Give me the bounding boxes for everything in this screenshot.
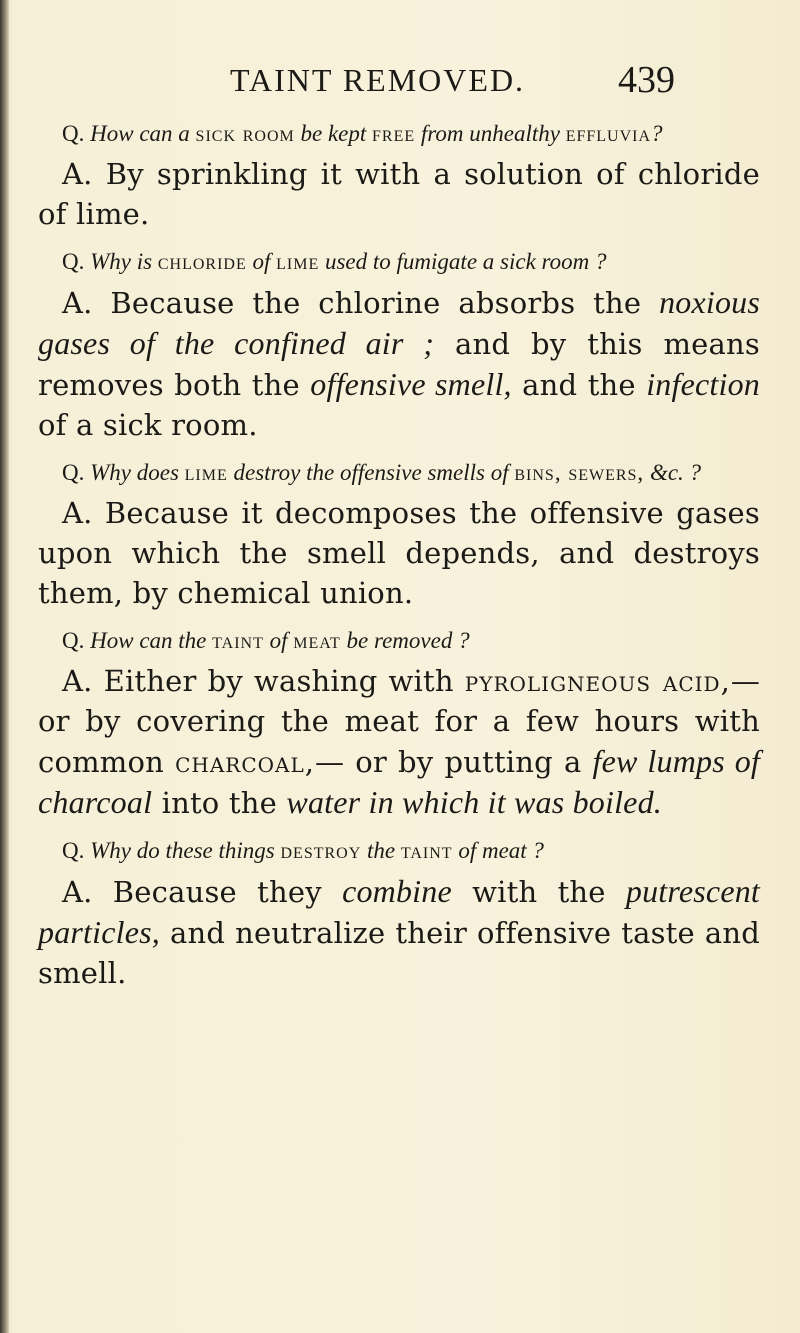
answer-text: and by this means removes both the	[38, 327, 760, 402]
answer-text: with the	[472, 875, 606, 909]
question-keyword: taint	[400, 838, 453, 863]
answer-emphasis: water in which it was boiled.	[286, 784, 662, 820]
question-keyword: lime	[276, 249, 320, 274]
answer-text: Because they	[112, 875, 322, 909]
question-text: Why does	[90, 460, 179, 485]
answer-text: By sprinkling it with a solution of chloride of lime.	[38, 157, 760, 231]
question-keyword: sick room	[195, 121, 295, 146]
question-label: Q.	[62, 460, 85, 485]
answer-label: A.	[62, 157, 93, 191]
answer-label: A.	[62, 286, 93, 320]
question-text: Why do these things	[90, 838, 275, 863]
answer-text: Because it decomposes the offensive gases upon which the smell depends, and destroys them, by chemical union.	[38, 496, 760, 610]
answer-label: A.	[62, 875, 93, 909]
question-text: ?	[651, 121, 663, 146]
question-text: destroy the offensive smells of	[233, 460, 509, 485]
question-keyword: free	[372, 121, 416, 146]
answer-text: into the	[161, 786, 277, 820]
answer-4	[38, 661, 760, 823]
question-keyword: meat	[293, 628, 341, 653]
question-text: Why is	[90, 249, 153, 274]
question-keyword: chloride	[157, 249, 247, 274]
question-label: Q.	[62, 121, 85, 146]
question-text: be removed ?	[346, 628, 470, 653]
question-text: used to fumigate a sick room ?	[324, 249, 607, 274]
answer-emphasis: combine	[342, 873, 452, 909]
answer-text: of a sick room.	[38, 408, 258, 442]
question-2	[38, 246, 760, 278]
answer-emphasis: offensive smell,	[310, 366, 512, 402]
answer-text: —or by covering the meat for a few hours with common	[38, 664, 761, 779]
answer-emphasis: putrescent particles,	[38, 873, 761, 950]
question-4	[38, 625, 760, 657]
question-label: Q.	[62, 628, 85, 653]
answer-2	[38, 282, 760, 445]
answer-text: and the	[522, 368, 636, 402]
answer-emphasis: infection	[646, 366, 760, 402]
answer-1	[38, 154, 760, 234]
answer-3	[38, 493, 760, 613]
question-text: of	[269, 628, 288, 653]
answer-emphasis: few lumps of charcoal	[38, 743, 760, 820]
running-title: TAINT REMOVED.	[230, 62, 526, 98]
question-keyword: lime	[184, 460, 228, 485]
page-body	[38, 118, 760, 1005]
question-keyword: taint	[212, 628, 264, 653]
answer-label: A.	[62, 664, 93, 698]
question-keyword: effluvia	[565, 121, 652, 146]
answer-text: and neutralize their offensive taste and smell.	[38, 916, 760, 990]
answer-text: Either by washing with	[103, 664, 454, 698]
answer-text: — or by putting a	[315, 745, 582, 779]
question-label: Q.	[62, 838, 85, 863]
page-edge-shadow	[0, 0, 9, 1333]
question-text: of meat ?	[458, 838, 544, 863]
question-text: be kept	[300, 121, 367, 146]
answer-label: A.	[62, 496, 93, 530]
question-1	[38, 118, 760, 150]
question-text: How can the	[90, 628, 207, 653]
question-text: the	[367, 838, 396, 863]
answer-text: Because the chlorine absorbs the	[110, 286, 642, 320]
question-3	[38, 457, 760, 489]
question-text: &c. ?	[649, 460, 702, 485]
question-text: of	[252, 249, 271, 274]
answer-5	[38, 871, 760, 993]
question-keyword: bins, sewers,	[514, 460, 645, 485]
answer-keyword: charcoal,	[175, 745, 315, 779]
question-5	[38, 835, 760, 867]
page-number: 439	[618, 59, 675, 101]
question-text: from unhealthy	[420, 121, 560, 146]
answer-emphasis: noxious gases of the confined air ;	[38, 284, 761, 361]
answer-keyword: pyroligneous acid,	[464, 664, 731, 698]
question-label: Q.	[62, 249, 85, 274]
question-keyword: destroy	[280, 838, 362, 863]
question-text: How can a	[90, 121, 190, 146]
running-header	[0, 59, 800, 102]
